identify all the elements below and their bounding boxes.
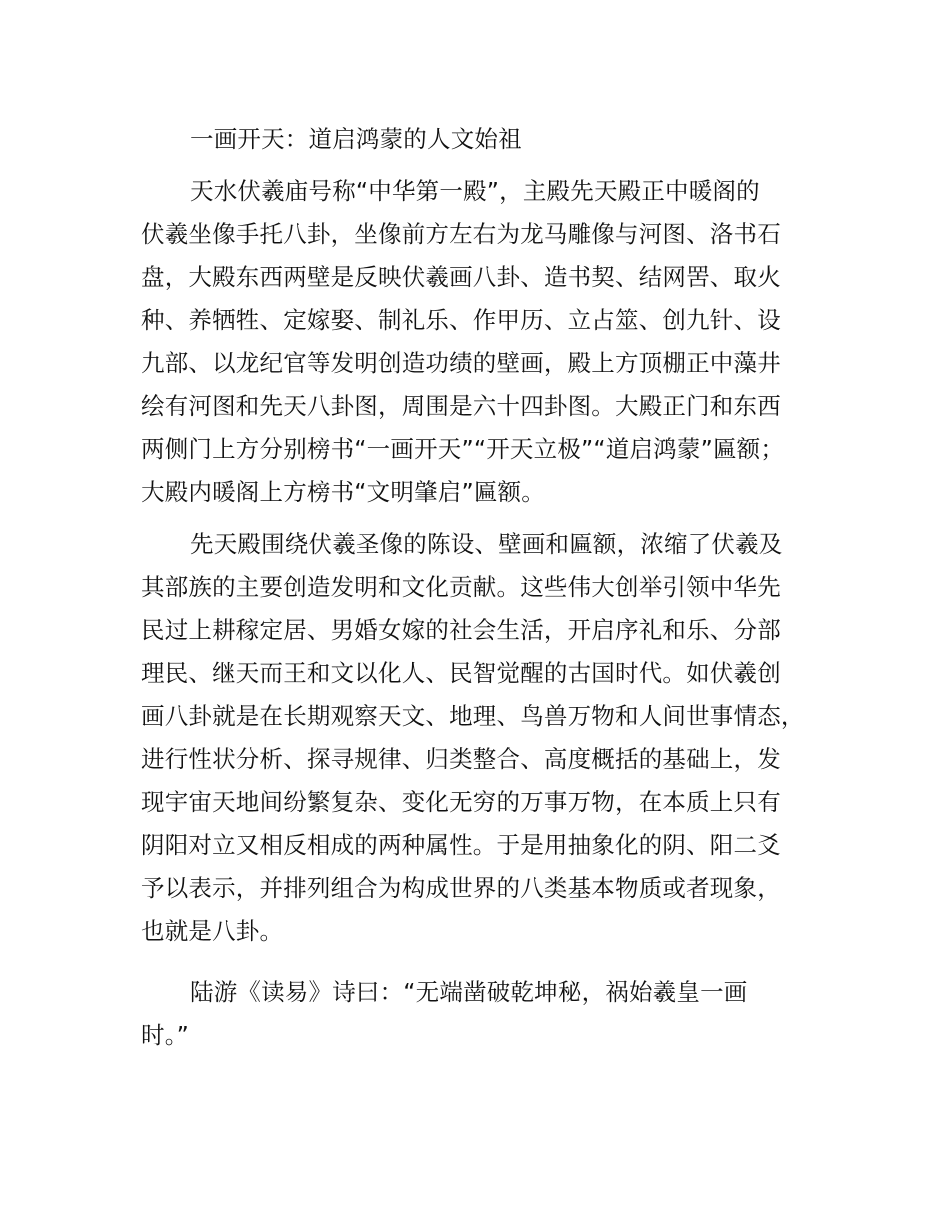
paragraph-2-line-4: 理民、继天而王和文以化人、民智觉醒的古国时代。如伏羲创 (141, 659, 781, 687)
paragraph-2-line-8: 阴阳对立又相反相成的两种属性。于是用抽象化的阴、阳二爻 (141, 831, 781, 859)
paragraph-1-line-2: 伏羲坐像手托八卦，坐像前方左右为龙马雕像与河图、洛书石 (141, 220, 781, 248)
paragraph-2-line-7: 现宇宙天地间纷繁复杂、变化无穷的万事万物，在本质上只有 (141, 788, 781, 816)
paragraph-1-line-7: 两侧门上方分别榜书“一画开天”“开天立极”“道启鸿蒙”匾额； (141, 435, 785, 463)
paragraph-2-line-6: 进行性状分析、探寻规律、归类整合、高度概括的基础上，发 (141, 745, 781, 773)
paragraph-1-line-4: 种、养牺牲、定嫁娶、制礼乐、作甲历、立占筮、创九针、设 (141, 306, 781, 334)
paragraph-3-line-1: 陆游《读易》诗曰：“无端凿破乾坤秘，祸始羲皇一画 (190, 978, 748, 1006)
paragraph-1-line-8: 大殿内暖阁上方榜书“文明肇启”匾额。 (141, 478, 545, 506)
paragraph-2-line-5: 画八卦就是在长期观察天文、地理、鸟兽万物和人间世事情态， (141, 702, 805, 730)
paragraph-2-line-3: 民过上耕稼定居、男婚女嫁的社会生活，开启序礼和乐、分部 (141, 616, 781, 644)
paragraph-1-line-6: 绘有河图和先天八卦图，周围是六十四卦图。大殿正门和东西 (141, 392, 781, 420)
paragraph-2-line-2: 其部族的主要创造发明和文化贡献。这些伟大创举引领中华先 (141, 573, 781, 601)
paragraph-2-line-9: 予以表示，并排列组合为构成世界的八类基本物质或者现象， (141, 874, 781, 902)
paragraph-3-line-2: 时。” (141, 1021, 190, 1049)
section-heading: 一画开天：道启鸿蒙的人文始祖 (190, 125, 522, 153)
paragraph-2-line-1: 先天殿围绕伏羲圣像的陈设、壁画和匾额，浓缩了伏羲及 (190, 530, 783, 558)
paragraph-1-line-3: 盘，大殿东西两壁是反映伏羲画八卦、造书契、结网罟、取火 (141, 263, 781, 291)
paragraph-2-line-10: 也就是八卦。 (141, 917, 284, 945)
paragraph-1-line-5: 九部、以龙纪官等发明创造功绩的壁画，殿上方顶棚正中藻井 (141, 349, 781, 377)
paragraph-1-line-1: 天水伏羲庙号称“中华第一殿”，主殿先天殿正中暖阁的 (190, 177, 760, 205)
